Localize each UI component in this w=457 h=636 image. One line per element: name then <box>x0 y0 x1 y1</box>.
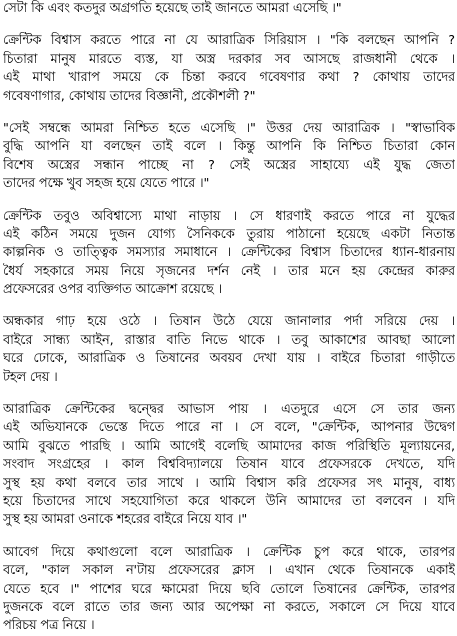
text-line: দুজনকে বলে রাতে তার জন্য আর অপেক্ষা না করতে, সকালে সে দিয়ে যাবে <box>3 599 455 615</box>
text-line: কাল্পনিক ও তাত্ত্বিক সমস্যার সমাধানে । ক্রেন্টিকের বিশ্বাস চিতাদের ধ্যান-ধারনায় <box>3 245 455 261</box>
text-line: আবেগ দিয়ে কথাগুলো বলে আরাত্রিক । ক্রেন্টিক চুপ করে থাকে, তারপর <box>3 544 455 560</box>
text-line: বুদ্ধি আপনি যা বলছেন তাই বলে । কিন্তু আপনি কি নিশ্চিত চিতারা কোন <box>3 139 455 155</box>
text-line: তাদের পক্ষে খুব সহজ হয়ে যেতে পারে ।" <box>3 176 210 192</box>
text-line: "সেই সম্বন্ধে আমরা নিশ্চিত হতে এসেছি ।" উত্তর দেয় আরাত্রিক । "স্বাভাবিক <box>3 120 455 136</box>
paragraph-5 <box>3 313 455 387</box>
text-line: টহল দেয় । <box>3 369 58 385</box>
text-line: বাইরে সান্ধ্য আইন, রাস্তার বাতি নিভে থাকে । তবু আকাশের আবছা আলো <box>3 332 455 348</box>
text-line: প্রফেসরের ওপর ব্যক্তিগত আক্রোশ রয়েছে । <box>3 282 222 298</box>
text-line: ক্রেন্টিক তবুও অবিশ্বাস্যে মাথা নাড়ায় । সে ধারণাই করতে পারে না যুদ্ধের <box>3 208 455 224</box>
text-line: অন্ধকার গাঢ় হয়ে ওঠে । তিষান উঠে যেয়ে জানালার পর্দা সরিয়ে দেয় । <box>3 314 455 330</box>
text-line: হয়ে চিতাদের সাথে সহযোগিতা করে থাকলে উনি আমাদের তা বলবেন । যদি <box>3 493 455 509</box>
text-line: সুস্থ হয় আমরা ওনাকে শহরের বাইরে নিয়ে যাব ।" <box>3 512 248 528</box>
text-line: আরাত্রিক ক্রেন্টিকের দ্বন্দ্বের আভাস পায় । এতদুরে এসে সে তার জন্য <box>3 402 455 418</box>
paragraph-7 <box>3 544 455 636</box>
paragraph-4 <box>3 208 455 300</box>
text-line: এই অভিযানকে ভেস্তে দিতে পারে না । সে বলে, "ক্রেন্টিক, আপনার উদ্বেগ <box>3 420 455 436</box>
text-line: এই কঠিন সময়ে দুজন যোগ্য সৈনিককে তুরায় পাঠানো হয়েছে একটা নিতান্ত <box>3 226 455 242</box>
paragraph-1 <box>3 0 455 18</box>
text-line: যেতে হবে ।" পাশের ঘরে ক্ষামেরা দিয়ে ছবি তোলে তিষানের ক্রেন্টিক, তারপর <box>3 581 455 597</box>
text-line: ধৈর্য সহকারে সময় নিয়ে সৃজনের দর্শন নেই । তার মনে হয় কেন্দ্রের কারুর <box>3 263 455 279</box>
text-line: গবেষণাগার, কোথায় তাদের বিজ্ঞানী, প্রকৌশলী ?" <box>3 88 256 104</box>
paragraph-2 <box>3 32 455 106</box>
text-line: ক্রেন্টিক বিশ্বাস করতে পারে না যে আরাত্রিক সিরিয়াস । "কি বলছেন আপনি ? <box>3 33 455 49</box>
text-line: চিতারা মানুষ মারতে ব্যস্ত, যা অস্ত্র দরকার সব আসছে রাজধানী থেকে । <box>3 51 455 67</box>
text-line: ঘরে ঢোকে, আরাত্রিক ও তিষানের অবয়ব দেখা যায় । বাইরে চিতারা গাড়ীতে <box>3 351 455 367</box>
paragraph-3 <box>3 120 455 194</box>
text-line: বিশেষ অস্ত্রের সন্ধান পাচ্ছে না ? সেই অস্ত্রের সাহায্যে এই যুদ্ধ জেতা <box>3 157 455 173</box>
text-line: আমি বুঝতে পারছি । আমি আগেই বলেছি আমাদের কাজ পরিস্থিতি মূল্যায়নের, <box>3 438 455 454</box>
text-line: সেটা কি এবং কতদুর অগ্রগতি হয়েছে তাই জানতে আমরা এসেছি ।" <box>3 1 342 16</box>
text-line: এই মাথা খারাপ সময়ে কে চিন্তা করবে গবেষণার কথা ? কোথায় তাদের <box>3 70 455 86</box>
paragraph-6 <box>3 401 455 530</box>
text-line: সংবাদ সংগ্রহের । কাল বিশ্ববিদ্যালয়ে তিষান যাবে প্রফেসরকে দেখতে, যদি <box>3 457 455 473</box>
text-line: সুস্থ হয় কথা বলবে তার সাথে । আমি বিশ্বাস করি প্রফেসর সৎ মানুষ, বাধ্য <box>3 475 455 491</box>
text-line: বলে, "কাল সকাল ন'টায় প্রফেসরের ক্লাস । এখান থেকে তিষানকে একাই <box>3 563 455 579</box>
text-line: পরিচয় পত্র নিয়ে । <box>3 618 95 634</box>
